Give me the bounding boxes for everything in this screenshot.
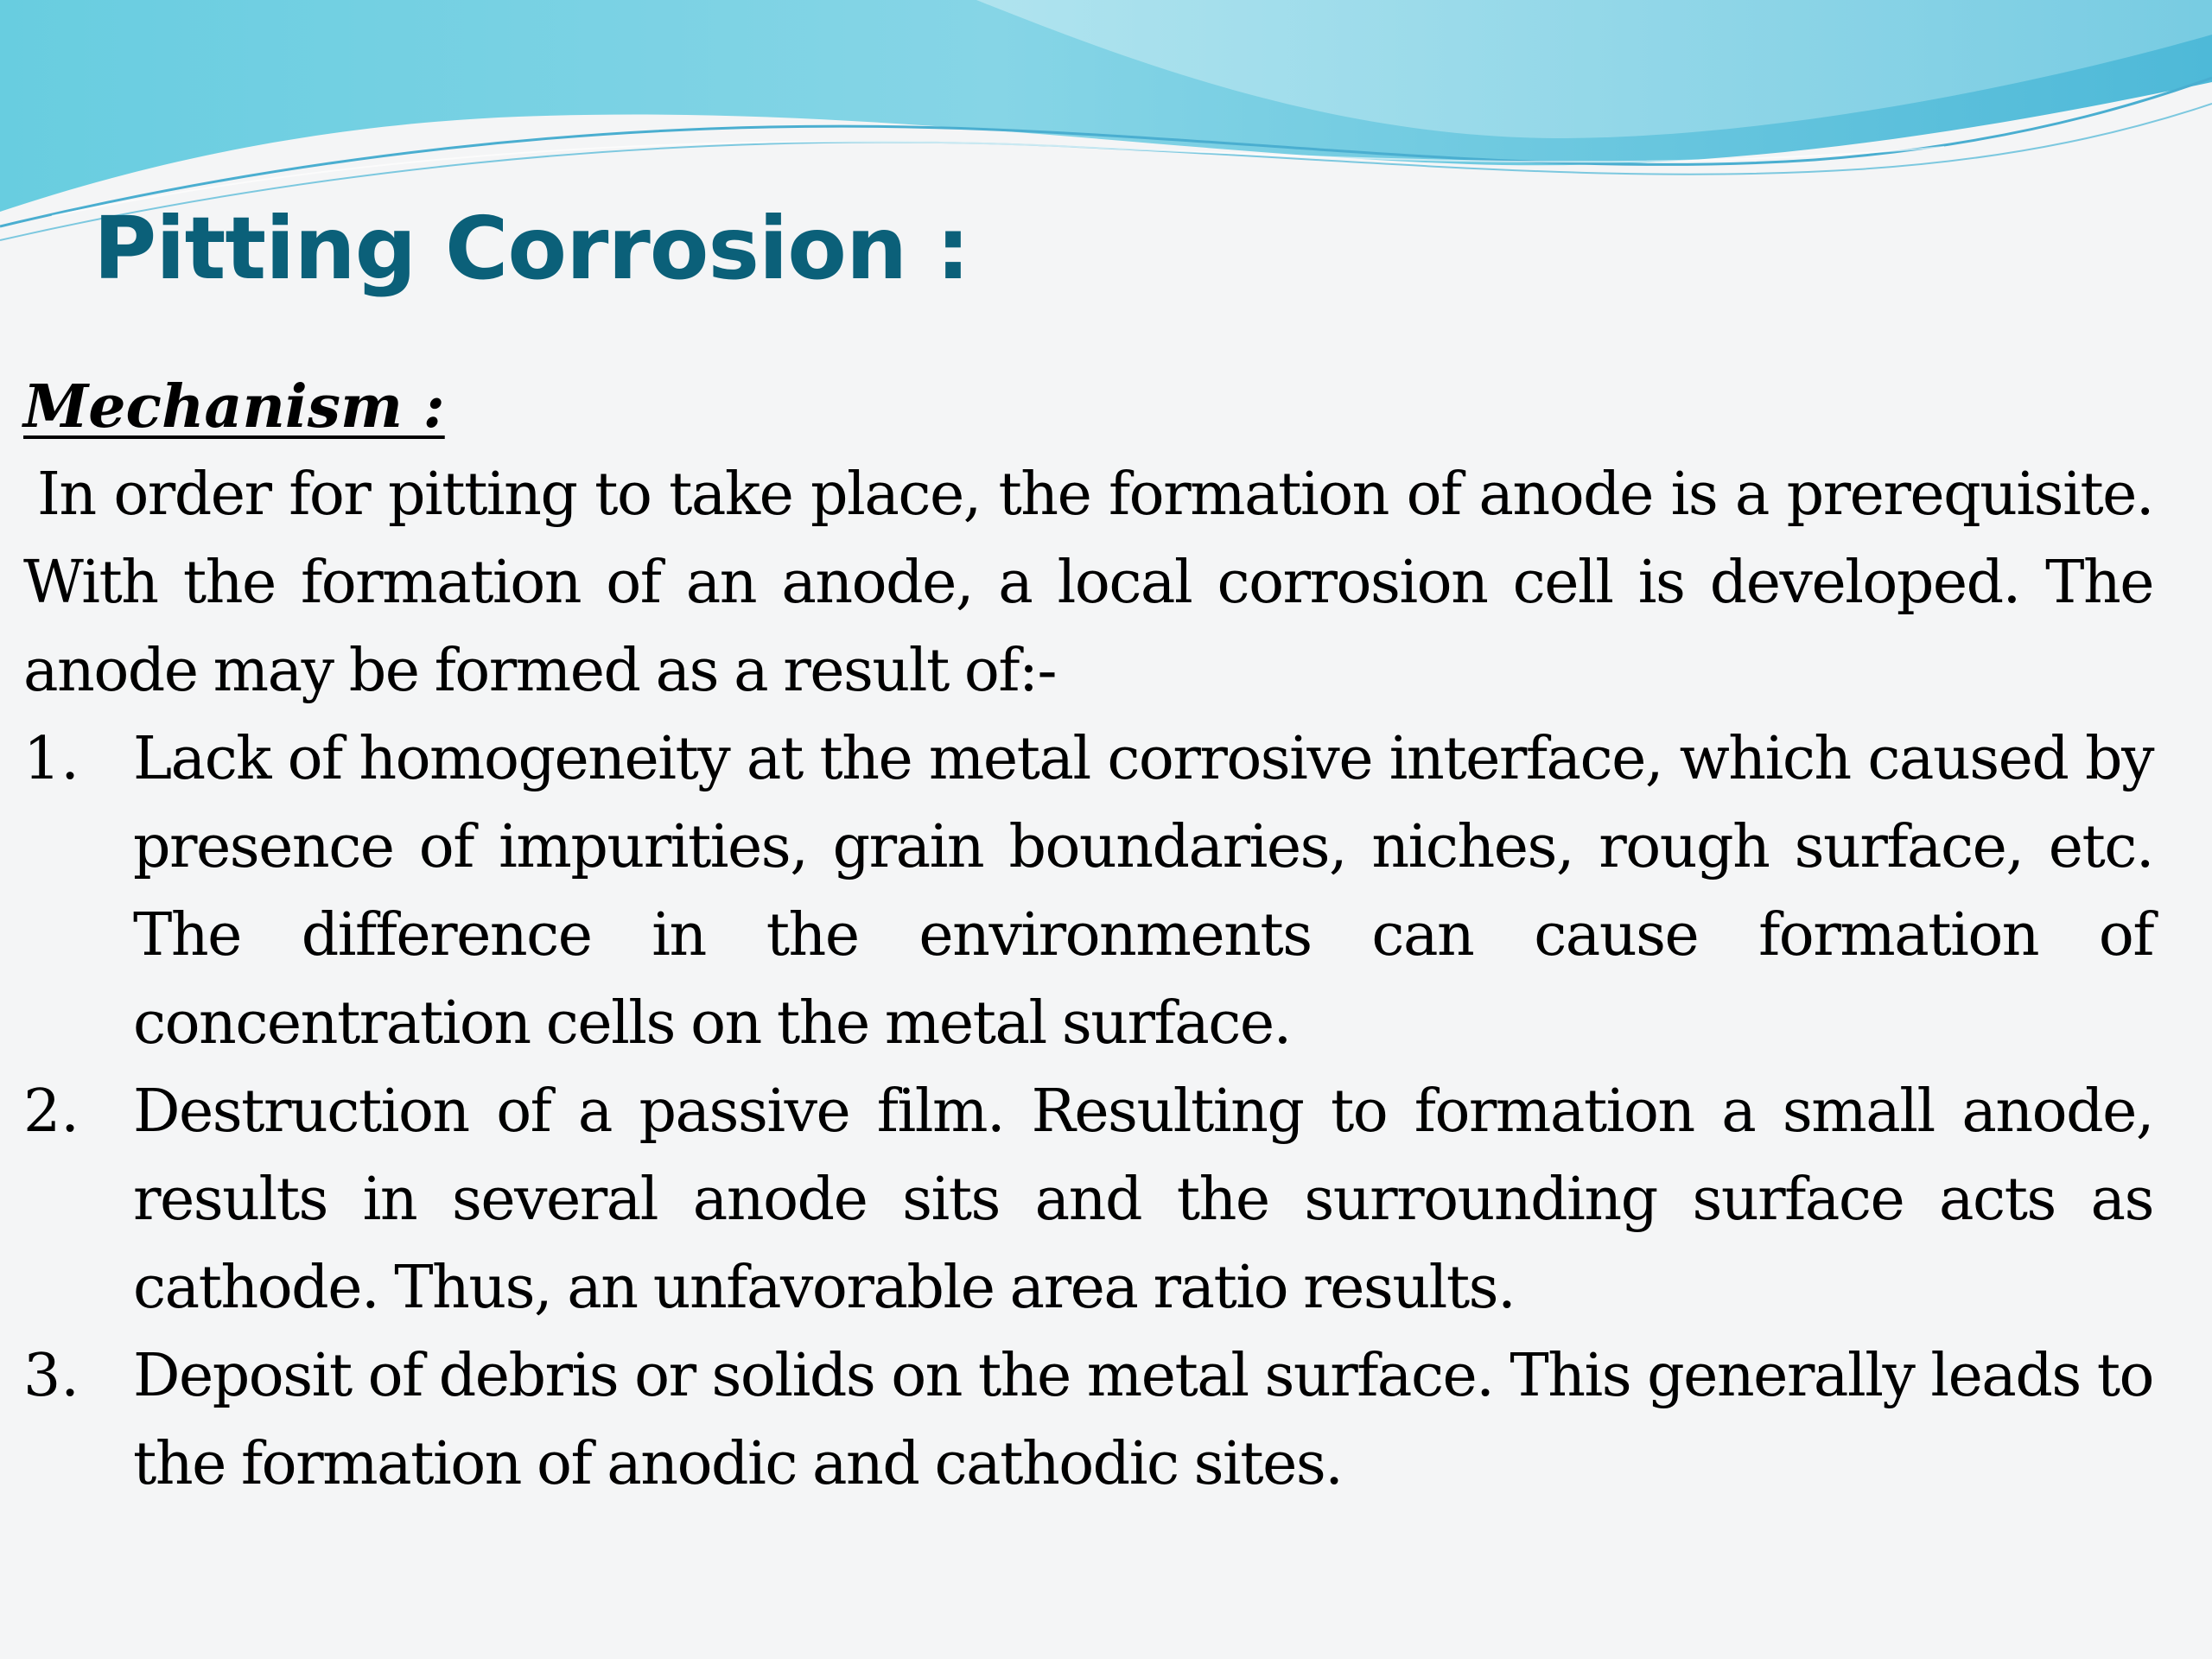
- list-item-text: Destruction of a passive film. Resulting to formation a small anode, results in several anode sits and the surrounding surface acts as cathode. Thus, an unfavorable area ratio results.: [133, 1077, 2153, 1322]
- list-item-text: Deposit of debris or solids on the metal surface. This generally leads to the formation of anodic and cathodic sites.: [133, 1342, 2153, 1498]
- list-item: [23, 1332, 2153, 1509]
- slide-title: Pitting Corrosion :: [93, 198, 969, 299]
- cause-list: [23, 715, 2153, 1509]
- list-item-number: 2.: [23, 1077, 79, 1146]
- list-item: [23, 1068, 2153, 1332]
- list-item-text: Lack of homogeneity at the metal corrosive interface, which caused by presence of impurities, grain boundaries, niches, rough surface, etc. The difference in the environments can cause formation of concentration cells on the metal surface.: [133, 725, 2153, 1058]
- intro-paragraph: In order for pitting to take place, the formation of anode is a prerequisite. With the formation of an anode, a local corrosion cell is developed. The anode may be formed as a result of:-: [23, 461, 2153, 705]
- list-item-number: 1.: [23, 725, 79, 793]
- section-heading: Mechanism :: [23, 372, 445, 442]
- list-item: [23, 715, 2153, 1068]
- list-item-number: 3.: [23, 1342, 79, 1410]
- slide-content: [23, 363, 2153, 1509]
